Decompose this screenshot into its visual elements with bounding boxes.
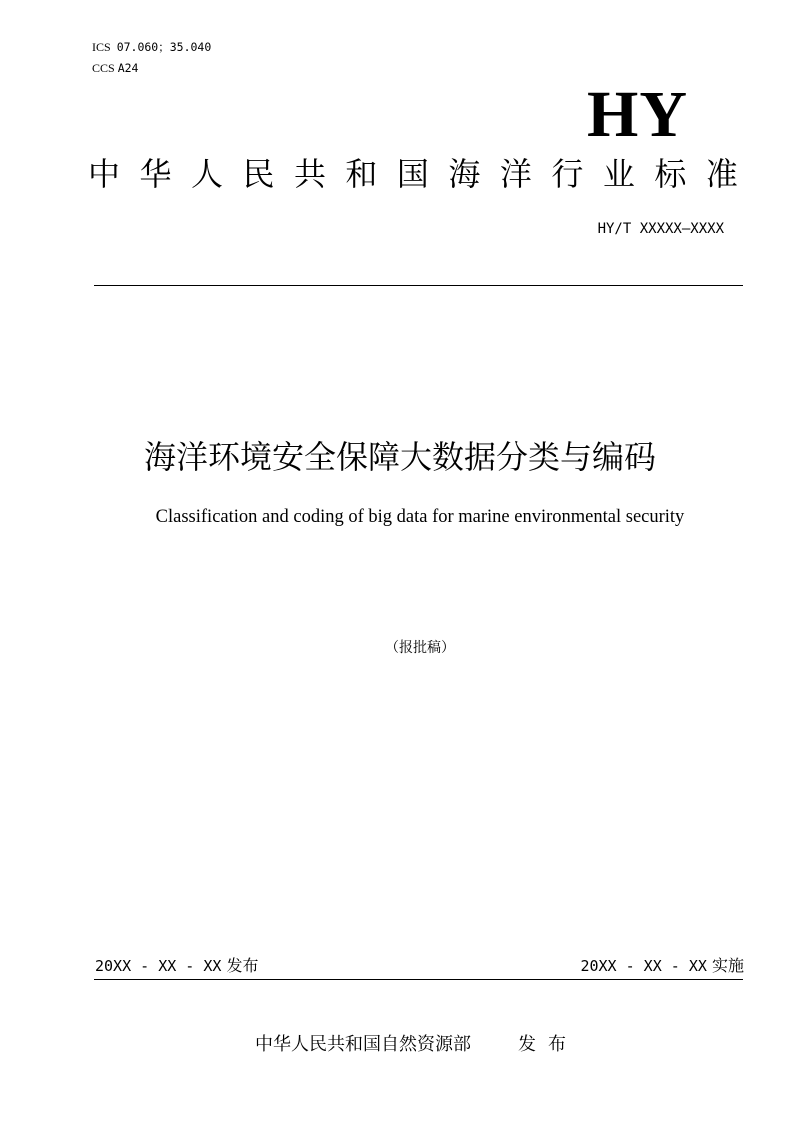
issue-label: 发布 — [226, 956, 259, 975]
standard-name-char: 共 — [293, 155, 326, 193]
bottom-divider — [94, 979, 743, 980]
issue-date: 20XX - XX - XX — [95, 957, 222, 975]
standard-name-char: 中 — [88, 155, 121, 193]
standard-name-char: 业 — [602, 155, 635, 193]
standard-name-char: 海 — [448, 155, 481, 193]
standard-name — [88, 153, 738, 195]
implement-date-line — [580, 955, 744, 977]
standard-name-char: 和 — [345, 155, 378, 193]
ics-line — [92, 40, 211, 54]
standard-name-char: 准 — [705, 155, 738, 193]
issue-date-line — [95, 955, 259, 977]
standard-name-char: 国 — [396, 155, 429, 193]
publisher: 中华人民共和国自然资源部 — [255, 1034, 471, 1055]
ccs-label: CCS — [92, 61, 115, 75]
ics-label: ICS — [92, 40, 111, 54]
implement-label: 实施 — [711, 956, 744, 975]
standard-name-char: 洋 — [499, 155, 532, 193]
standard-name-char: 民 — [242, 155, 275, 193]
standard-name-char: 华 — [139, 155, 172, 193]
document-title-cn: 海洋环境安全保障大数据分类与编码 — [143, 438, 656, 476]
ccs-value: A24 — [117, 61, 139, 75]
standard-name-char: 人 — [190, 155, 223, 193]
top-divider — [94, 285, 743, 286]
ics-value: 07.060；35.040 — [116, 40, 212, 54]
publish-label: 发布 — [518, 1034, 578, 1055]
standard-code: HY/T XXXXX—XXXX — [597, 221, 724, 237]
standard-name-char: 标 — [654, 155, 687, 193]
hy-logo: HY — [587, 78, 688, 151]
draft-status: （报批稿） — [385, 640, 455, 656]
standard-name-char: 行 — [551, 155, 584, 193]
implement-date: 20XX - XX - XX — [580, 957, 707, 975]
document-title-en: Classification and coding of big data for marine environmental security — [155, 507, 685, 527]
ccs-line — [92, 61, 138, 75]
